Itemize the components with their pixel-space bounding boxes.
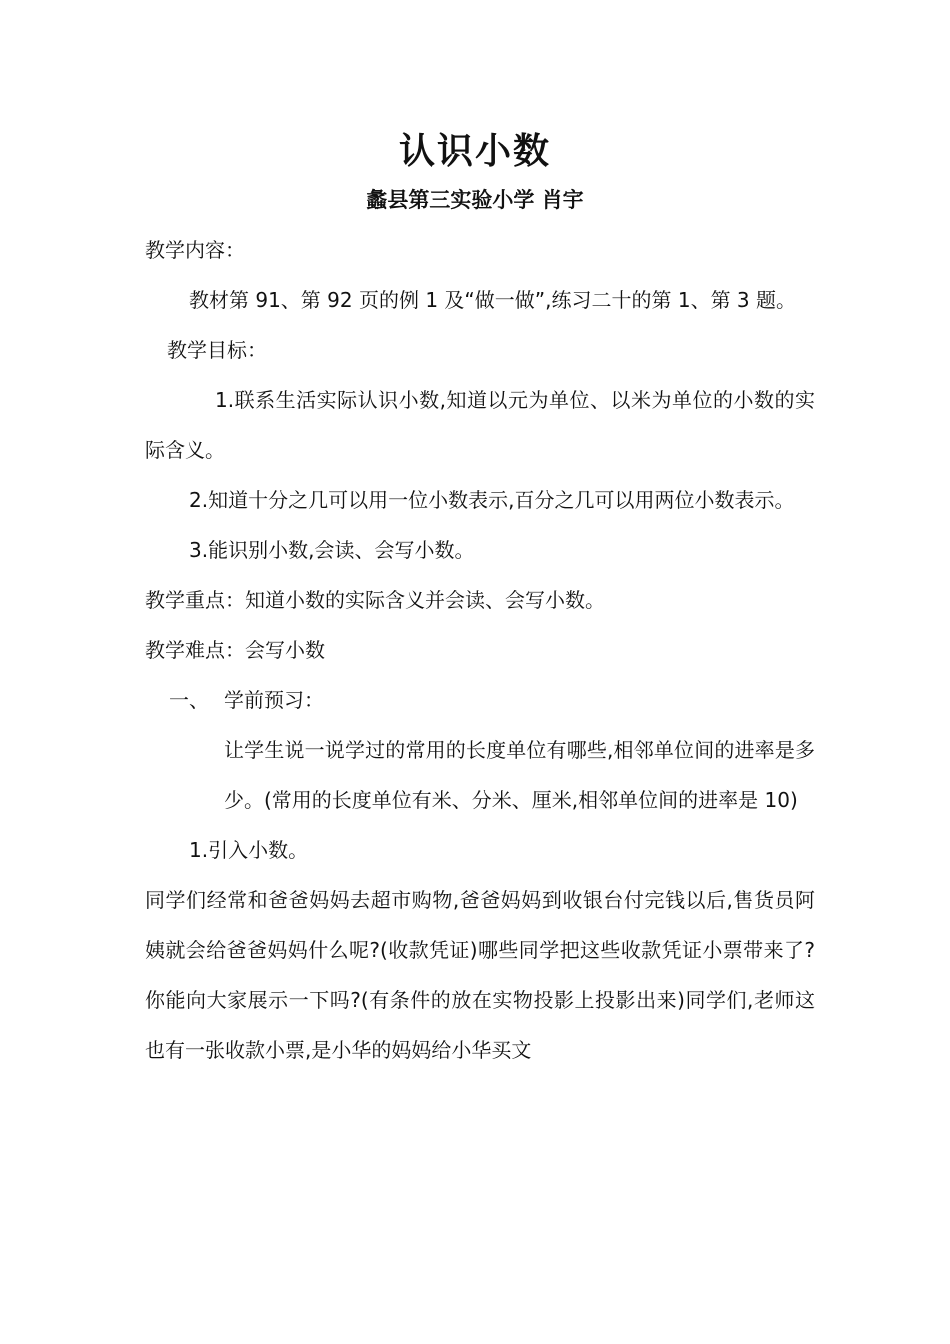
intro-text: 同学们经常和爸爸妈妈去超市购物,爸爸妈妈到收银台付完钱以后,售货员阿姨就会给爸爸妈妈什么呢?(收款凭证)哪些同学把这些收款凭证小票带来了?你能向大家展示一下吗?(有条件的放在实物投影上投影出来)同学们,老师这也有一张收款小票,是小华的妈妈给小华买文	[145, 888, 815, 1062]
goal-item-1: 1.联系生活实际认识小数,知道以元为单位、以米为单位的小数的实际含义。	[145, 388, 815, 462]
difficulty-text: 教学难点：会写小数	[145, 638, 325, 662]
section-number: 一、	[169, 688, 209, 712]
teaching-content-text: 教材第 91、第 92 页的例 1 及“做一做”,练习二十的第 1、第 3 题。	[189, 288, 797, 312]
goal-item-3: 3.能识别小数,会读、会写小数。	[189, 538, 475, 562]
key-point-text: 教学重点：知道小数的实际含义并会读、会写小数。	[145, 588, 605, 612]
intro-heading: 1.引入小数。	[189, 838, 309, 862]
document-subtitle: 蠡县第三实验小学 肖宇	[366, 188, 584, 212]
section-title: 学前预习：	[224, 688, 324, 712]
teaching-goals-label: 教学目标：	[167, 338, 267, 362]
document-title: 认识小数	[398, 131, 551, 172]
teaching-content-label: 教学内容：	[145, 238, 245, 262]
section-heading	[145, 675, 815, 725]
document-body	[145, 225, 815, 1075]
preview-text: 让学生说一说学过的常用的长度单位有哪些,相邻单位间的进率是多少。(常用的长度单位有米、分米、厘米,相邻单位间的进率是 10)	[224, 738, 815, 812]
goal-item-2: 2.知道十分之几可以用一位小数表示,百分之几可以用两位小数表示。	[189, 488, 795, 512]
